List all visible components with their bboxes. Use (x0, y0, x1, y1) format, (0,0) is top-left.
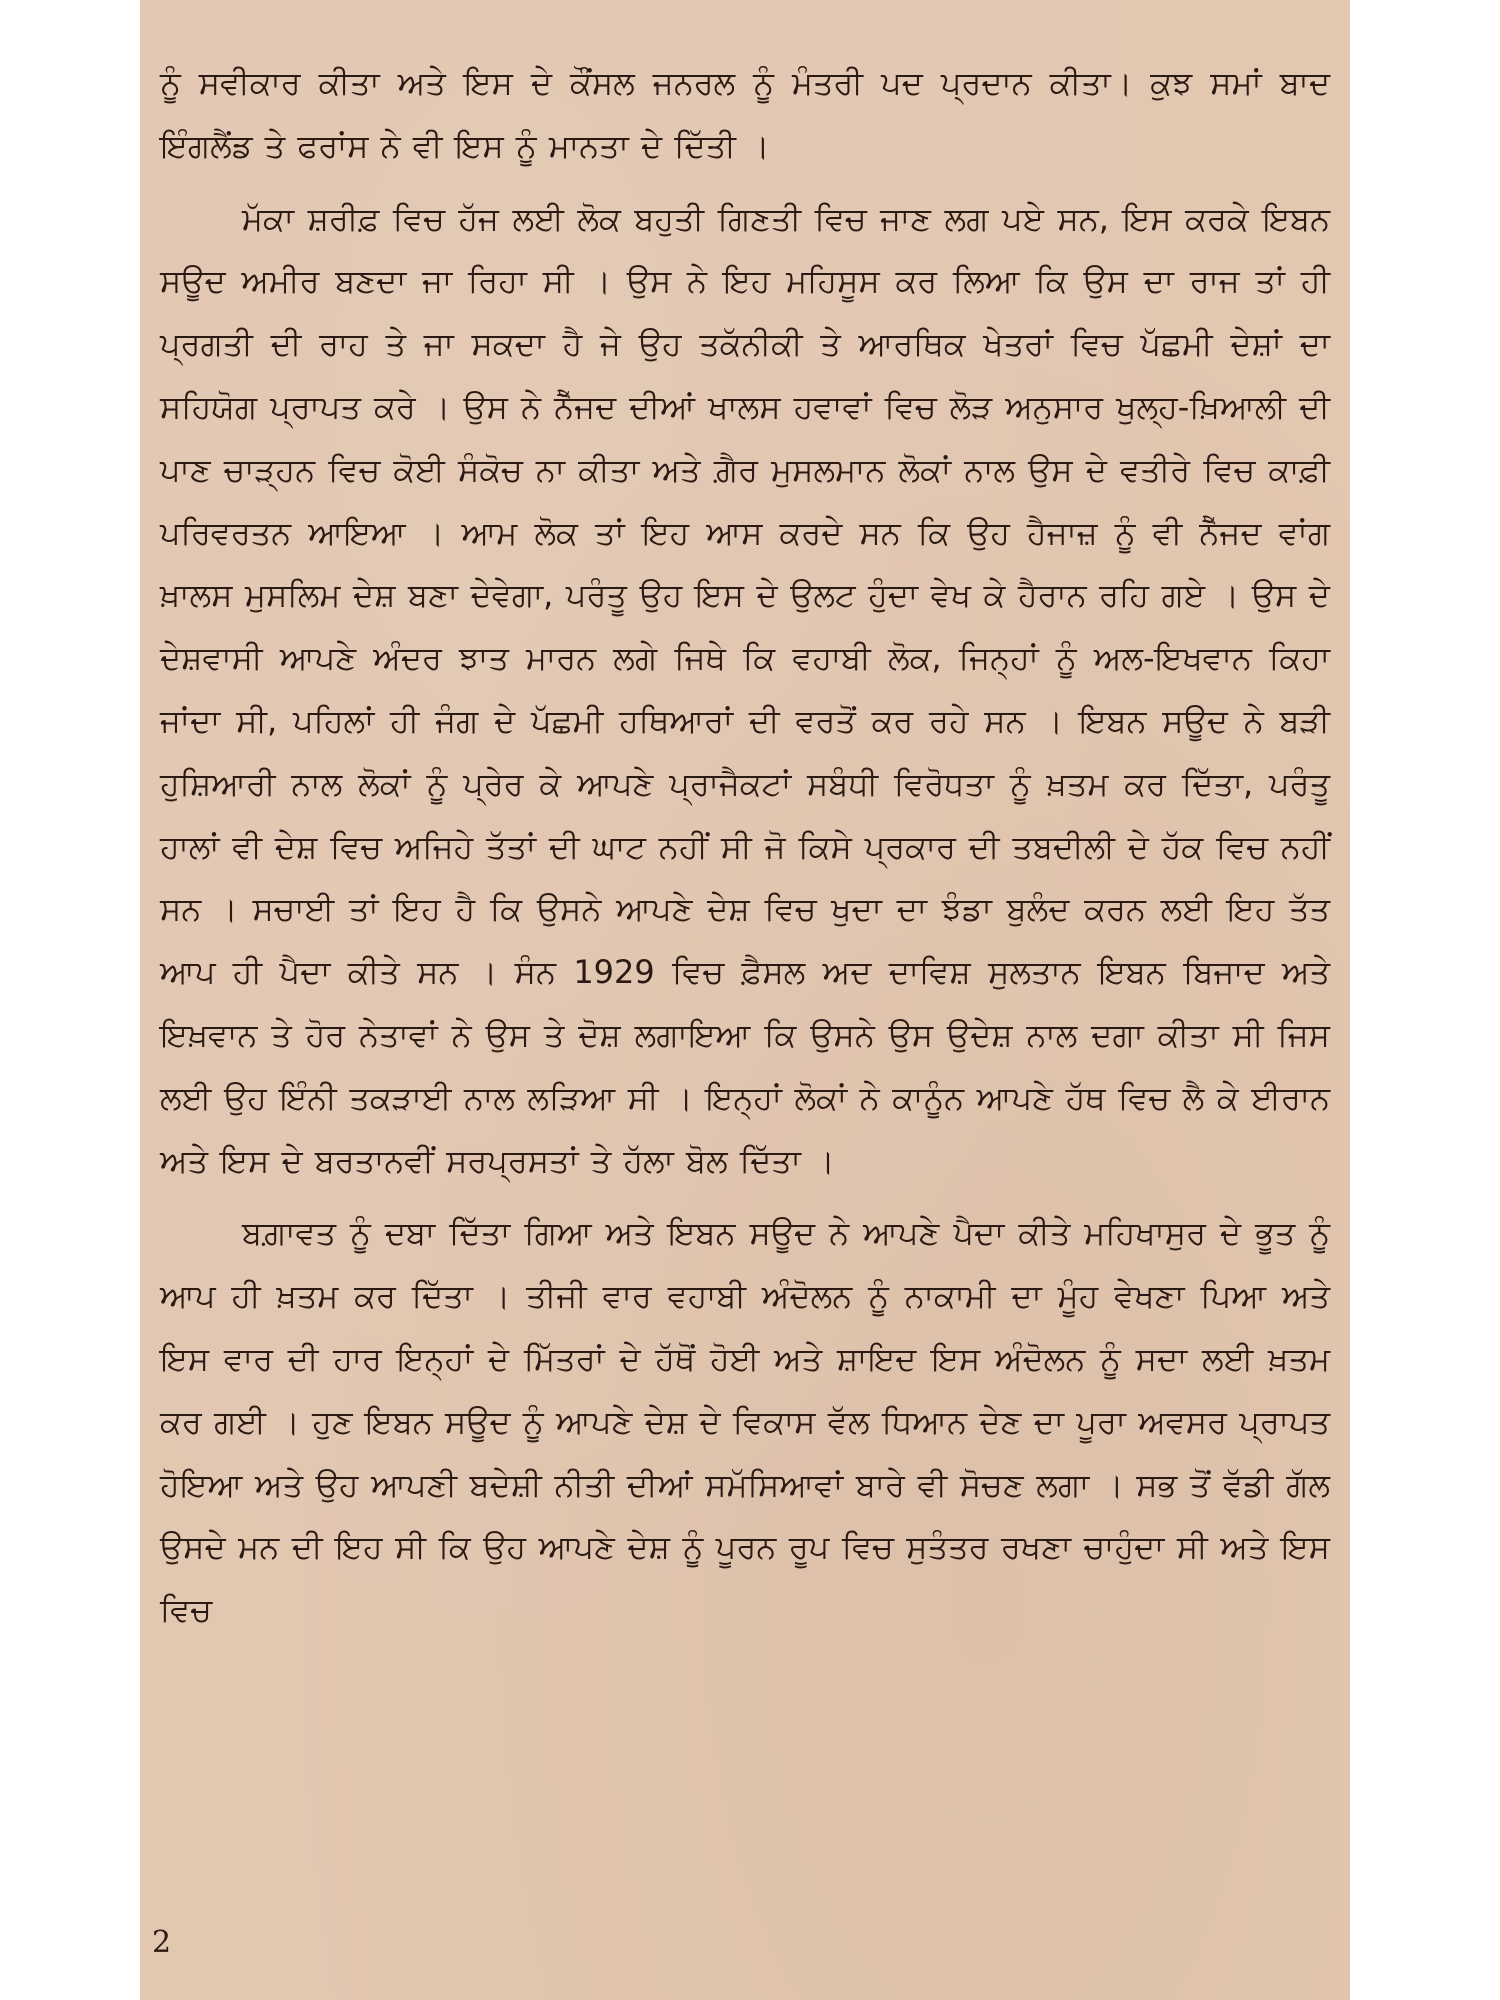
paragraph-3: ਬਗ਼ਾਵਤ ਨੂੰ ਦਬਾ ਦਿੱਤਾ ਗਿਆ ਅਤੇ ਇਬਨ ਸਊਦ ਨੇ ਆਪਣੇ ਪੈਦਾ ਕੀਤੇ ਮਹਿਖਾਸੁਰ ਦੇ ਭੂਤ ਨੂੰ ਆਪ ਹੀ ਖ਼ਤਮ ਕਰ ਦਿੱਤਾ । ਤੀਜੀ ਵਾਰ ਵਹਾਬੀ ਅੰਦੋਲਨ ਨੂੰ ਨਾਕਾਮੀ ਦਾ ਮੂੰਹ ਵੇਖਣਾ ਪਿਆ ਅਤੇ ਇਸ ਵਾਰ ਦੀ ਹਾਰ ਇਨ੍ਹਾਂ ਦੇ ਮਿੱਤਰਾਂ ਦੇ ਹੱਥੋਂ ਹੋਈ ਅਤੇ ਸ਼ਾਇਦ ਇਸ ਅੰਦੋਲਨ ਨੂੰ ਸਦਾ ਲਈ ਖ਼ਤਮ ਕਰ ਗਈ । ਹੁਣ ਇਬਨ ਸਊਦ ਨੂੰ ਆਪਣੇ ਦੇਸ਼ ਦੇ ਵਿਕਾਸ ਵੱਲ ਧਿਆਨ ਦੇਣ ਦਾ ਪੂਰਾ ਅਵਸਰ ਪ੍ਰਾਪਤ ਹੋਇਆ ਅਤੇ ਉਹ ਆਪਣੀ ਬਦੇਸ਼ੀ ਨੀਤੀ ਦੀਆਂ ਸਮੱਸਿਆਵਾਂ ਬਾਰੇ ਵੀ ਸੋਚਣ ਲਗਾ । ਸਭ ਤੋਂ ਵੱਡੀ ਗੱਲ ਉਸਦੇ ਮਨ ਦੀ ਇਹ ਸੀ ਕਿ ਉਹ ਆਪਣੇ ਦੇਸ਼ ਨੂੰ ਪੂਰਨ ਰੂਪ ਵਿਚ ਸੁਤੰਤਰ ਰਖਣਾ ਚਾਹੁੰਦਾ ਸੀ ਅਤੇ ਇਸ ਵਿਚ (160, 1214, 1330, 1630)
page-number: 2 (152, 1925, 172, 1960)
paragraph-1: ਨੂੰ ਸਵੀਕਾਰ ਕੀਤਾ ਅਤੇ ਇਸ ਦੇ ਕੌਂਸਲ ਜਨਰਲ ਨੂੰ ਮੰਤਰੀ ਪਦ ਪ੍ਰਦਾਨ ਕੀਤਾ। ਕੁਝ ਸਮਾਂ ਬਾਦ ਇੰਗਲੈਂਡ ਤੇ ਫਰਾਂਸ ਨੇ ਵੀ ਇਸ ਨੂੰ ਮਾਨਤਾ ਦੇ ਦਿੱਤੀ । (160, 64, 1330, 165)
page-body (160, 52, 1330, 1642)
paragraph-2: ਮੱਕਾ ਸ਼ਰੀਫ਼ ਵਿਚ ਹੱਜ ਲਈ ਲੋਕ ਬਹੁਤੀ ਗਿਣਤੀ ਵਿਚ ਜਾਣ ਲਗ ਪਏ ਸਨ, ਇਸ ਕਰਕੇ ਇਬਨ ਸਊਦ ਅਮੀਰ ਬਣਦਾ ਜਾ ਰਿਹਾ ਸੀ । ਉਸ ਨੇ ਇਹ ਮਹਿਸੂਸ ਕਰ ਲਿਆ ਕਿ ਉਸ ਦਾ ਰਾਜ ਤਾਂ ਹੀ ਪ੍ਰਗਤੀ ਦੀ ਰਾਹ ਤੇ ਜਾ ਸਕਦਾ ਹੈ ਜੇ ਉਹ ਤਕੱਨੀਕੀ ਤੇ ਆਰਥਿਕ ਖੇਤਰਾਂ ਵਿਚ ਪੱਛਮੀ ਦੇਸ਼ਾਂ ਦਾ ਸਹਿਯੋਗ ਪ੍ਰਾਪਤ ਕਰੇ । ਉਸ ਨੇ ਨੈੱਜਦ ਦੀਆਂ ਖਾਲਸ ਹਵਾਵਾਂ ਵਿਚ ਲੋੜ ਅਨੁਸਾਰ ਖੁਲ੍ਹ-ਖ਼ਿਆਲੀ ਦੀ ਪਾਣ ਚਾੜ੍ਹਨ ਵਿਚ ਕੋਈ ਸੰਕੋਚ ਨਾ ਕੀਤਾ ਅਤੇ ਗ਼ੈਰ ਮੁਸਲਮਾਨ ਲੋਕਾਂ ਨਾਲ ਉਸ ਦੇ ਵਤੀਰੇ ਵਿਚ ਕਾਫ਼ੀ ਪਰਿਵਰਤਨ ਆਇਆ । ਆਮ ਲੋਕ ਤਾਂ ਇਹ ਆਸ ਕਰਦੇ ਸਨ ਕਿ ਉਹ ਹੈਜਾਜ਼ ਨੂੰ ਵੀ ਨੈੱਜਦ ਵਾਂਗ ਖ਼ਾਲਸ ਮੁਸਲਿਮ ਦੇਸ਼ ਬਣਾ ਦੇਵੇਗਾ, ਪਰੰਤੂ ਉਹ ਇਸ ਦੇ ਉਲਟ ਹੁੰਦਾ ਵੇਖ ਕੇ ਹੈਰਾਨ ਰਹਿ ਗਏ । ਉਸ ਦੇ ਦੇਸ਼ਵਾਸੀ ਆਪਣੇ ਅੰਦਰ ਝਾਤ ਮਾਰਨ ਲਗੇ ਜਿਥੇ ਕਿ ਵਹਾਬੀ ਲੋਕ, ਜਿਨ੍ਹਾਂ ਨੂੰ ਅਲ-ਇਖਵਾਨ ਕਿਹਾ ਜਾਂਦਾ ਸੀ, ਪਹਿਲਾਂ ਹੀ ਜੰਗ ਦੇ ਪੱਛਮੀ ਹਥਿਆਰਾਂ ਦੀ ਵਰਤੋਂ ਕਰ ਰਹੇ ਸਨ । ਇਬਨ ਸਊਦ ਨੇ ਬੜੀ ਹੁਸ਼ਿਆਰੀ ਨਾਲ ਲੋਕਾਂ ਨੂੰ ਪ੍ਰੇਰ ਕੇ ਆਪਣੇ ਪ੍ਰਾਜੈਕਟਾਂ ਸਬੰਧੀ ਵਿਰੋਧਤਾ ਨੂੰ ਖ਼ਤਮ ਕਰ ਦਿੱਤਾ, ਪਰੰਤੂ ਹਾਲਾਂ ਵੀ ਦੇਸ਼ ਵਿਚ ਅਜਿਹੇ ਤੱਤਾਂ ਦੀ ਘਾਟ ਨਹੀਂ ਸੀ ਜੋ ਕਿਸੇ ਪ੍ਰਕਾਰ ਦੀ ਤਬਦੀਲੀ ਦੇ ਹੱਕ ਵਿਚ ਨਹੀਂ ਸਨ । ਸਚਾਈ ਤਾਂ ਇਹ ਹੈ ਕਿ ਉਸਨੇ ਆਪਣੇ ਦੇਸ਼ ਵਿਚ ਖੁਦਾ ਦਾ ਝੰਡਾ ਬੁਲੰਦ ਕਰਨ ਲਈ ਇਹ ਤੱਤ ਆਪ ਹੀ ਪੈਦਾ ਕੀਤੇ ਸਨ । ਸੰਨ 1929 ਵਿਚ ਫ਼ੈਸਲ ਅਦ ਦਾਵਿਸ਼ ਸੁਲਤਾਨ ਇਬਨ ਬਿਜਾਦ ਅਤੇ ਇਖ਼ਵਾਨ ਤੇ ਹੋਰ ਨੇਤਾਵਾਂ ਨੇ ਉਸ ਤੇ ਦੋਸ਼ ਲਗਾਇਆ ਕਿ ਉਸਨੇ ਉਸ ਉਦੇਸ਼ ਨਾਲ ਦਗਾ ਕੀਤਾ ਸੀ ਜਿਸ ਲਈ ਉਹ ਇੰਨੀ ਤਕੜਾਈ ਨਾਲ ਲੜਿਆ ਸੀ । ਇਨ੍ਹਾਂ ਲੋਕਾਂ ਨੇ ਕਾਨੂੰਨ ਆਪਣੇ ਹੱਥ ਵਿਚ ਲੈ ਕੇ ਈਰਾਨ ਅਤੇ ਇਸ ਦੇ ਬਰਤਾਨਵੀਂ ਸਰਪ੍ਰਸਤਾਂ ਤੇ ਹੱਲਾ ਬੋਲ ਦਿੱਤਾ । (160, 199, 1330, 1180)
book-page (140, 0, 1350, 2000)
